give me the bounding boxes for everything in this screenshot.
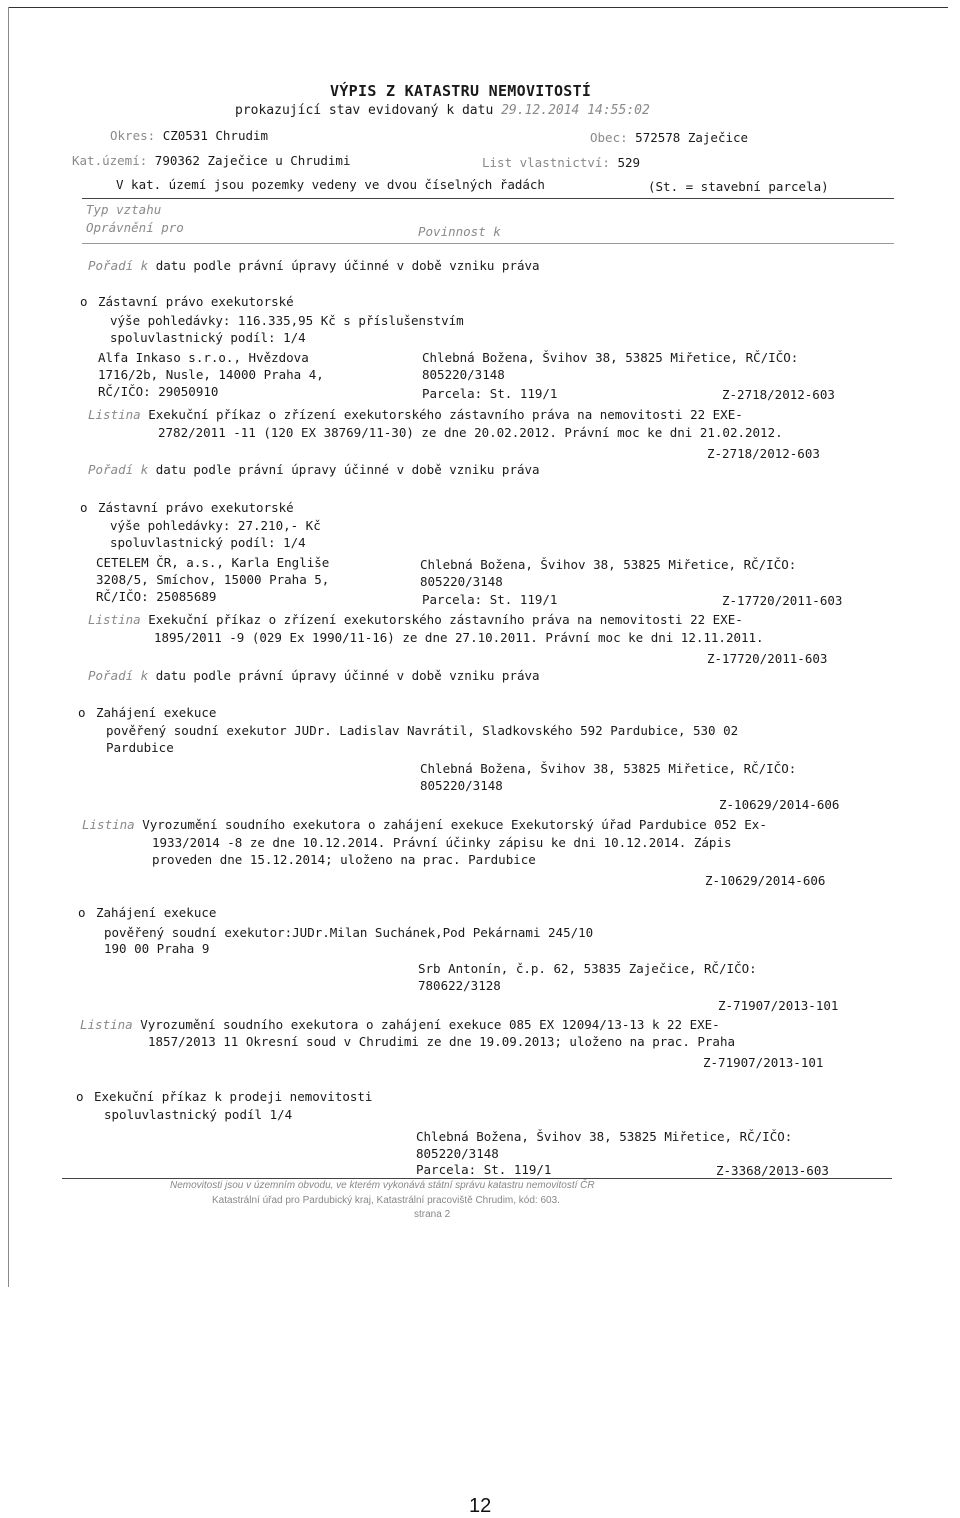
footer-jurisdiction: Nemovitosti jsou v územním obvodu, ve kterém vykonává státní správu katastru nemovitostí ČR	[170, 1180, 595, 1191]
left-frame-line	[8, 7, 9, 1287]
debtor-line: 780622/3128	[418, 978, 501, 993]
columns-divider	[82, 243, 894, 244]
entry-detail: spoluvlastnický podíl: 1/4	[110, 330, 306, 345]
entry-type: o Zahájení exekuce	[78, 705, 217, 720]
entry-detail: spoluvlastnický podíl: 1/4	[110, 535, 306, 550]
debtor-line: Srb Antonín, č.p. 62, 53835 Zaječice, RČ/IČO:	[418, 961, 757, 976]
entry-detail: 190 00 Praha 9	[104, 941, 210, 956]
footer-divider	[62, 1178, 892, 1179]
top-frame-line	[8, 7, 948, 8]
list-vlastnictvi-row: List vlastnictví: 529	[482, 155, 641, 170]
document-title: VÝPIS Z KATASTRU NEMOVITOSTÍ	[330, 82, 592, 100]
header-divider	[82, 198, 894, 199]
record-ref: Z-71907/2013-101	[718, 998, 839, 1013]
record-ref: Z-10629/2014-606	[705, 873, 826, 888]
record-ref: Z-71907/2013-101	[703, 1055, 824, 1070]
parcel-ref: Parcela: St. 119/1	[422, 386, 558, 401]
creditor-line: Alfa Inkaso s.r.o., Hvězdova	[98, 350, 309, 365]
entry-detail: spoluvlastnický podíl 1/4	[104, 1107, 293, 1122]
debtor-line: Chlebná Božena, Švihov 38, 53825 Miřetice, RČ/IČO:	[422, 350, 799, 365]
listina-line: 1857/2013 11 Okresní soud v Chrudimi ze dne 19.09.2013; uloženo na prac. Praha	[148, 1034, 735, 1049]
entry-type: o Zástavní právo exekutorské	[80, 294, 294, 309]
entry-detail: pověřený soudní exekutor JUDr. Ladislav Navrátil, Sladkovského 592 Pardubice, 530 02	[106, 723, 739, 738]
kat-uzemi-row: Kat.území: 790362 Zaječice u Chrudimi	[72, 153, 351, 168]
record-ref: Z-3368/2013-603	[716, 1163, 829, 1178]
parcel-ref: Parcela: St. 119/1	[422, 592, 558, 607]
entry-type: o Zahájení exekuce	[78, 905, 217, 920]
entry-detail: Pardubice	[106, 740, 174, 755]
page-number: 12	[469, 1495, 492, 1517]
creditor-line: CETELEM ČR, a.s., Karla Engliše	[96, 555, 330, 570]
entry-type: o Exekuční příkaz k prodeji nemovitosti	[76, 1089, 373, 1104]
listina-line: Listina Vyrozumění soudního exekutora o zahájení exekuce Exekutorský úřad Pardubice 052 Ex-	[82, 817, 767, 832]
listina-line: Listina Exekuční příkaz o zřízení exekutorského zástavního práva na nemovitosti 22 EXE-	[88, 612, 743, 627]
listina-line: 1895/2011 -9 (029 Ex 1990/11-16) ze dne 27.10.2011. Právní moc ke dni 12.11.2011.	[154, 630, 764, 645]
creditor-line: RČ/IČO: 29050910	[98, 384, 219, 399]
poradi-line: Pořadí k datu podle právní úpravy účinné v době vzniku práva	[88, 462, 540, 477]
entry-detail: pověřený soudní exekutor:JUDr.Milan Suchánek,Pod Pekárnami 245/10	[104, 925, 594, 940]
poradi-line: Pořadí k datu podle právní úpravy účinné v době vzniku práva	[88, 668, 540, 683]
parcel-series-note: V kat. území jsou pozemky vedeny ve dvou číselných řadách	[116, 177, 545, 192]
entry-detail: výše pohledávky: 116.335,95 Kč s příslušenstvím	[110, 313, 464, 328]
poradi-line: Pořadí k datu podle právní úpravy účinné v době vzniku práva	[88, 258, 540, 273]
debtor-line: Chlebná Božena, Švihov 38, 53825 Miřetice, RČ/IČO:	[420, 761, 797, 776]
listina-line: Listina Exekuční příkaz o zřízení exekutorského zástavního práva na nemovitosti 22 EXE-	[88, 407, 743, 422]
listina-line: Listina Vyrozumění soudního exekutora o zahájení exekuce 085 EX 12094/13-13 k 22 EXE-	[80, 1017, 720, 1032]
document-subtitle: prokazující stav evidovaný k datu 29.12.2014 14:55:02	[235, 103, 650, 118]
listina-line: 1933/2014 -8 ze dne 10.12.2014. Právní účinky zápisu ke dni 10.12.2014. Zápis	[152, 835, 732, 850]
creditor-line: 1716/2b, Nusle, 14000 Praha 4,	[98, 367, 324, 382]
parcel-legend-note: (St. = stavební parcela)	[648, 179, 829, 194]
listina-line: proveden dne 15.12.2014; uloženo na prac. Pardubice	[152, 852, 536, 867]
entry-detail: výše pohledávky: 27.210,- Kč	[110, 518, 321, 533]
obec-row: Obec: 572578 Zaječice	[590, 130, 749, 145]
debtor-line: 805220/3148	[416, 1146, 499, 1161]
footer-page-label: strana 2	[414, 1209, 451, 1220]
okres-row: Okres: CZ0531 Chrudim	[110, 128, 269, 143]
entry-type: o Zástavní právo exekutorské	[80, 500, 294, 515]
col-povinnost-k: Povinnost k	[418, 224, 501, 239]
debtor-line: Chlebná Božena, Švihov 38, 53825 Miřetice, RČ/IČO:	[420, 557, 797, 572]
subtitle-date: 29.12.2014 14:55:02	[501, 103, 650, 118]
creditor-line: RČ/IČO: 25085689	[96, 589, 217, 604]
col-opravneni-pro: Oprávnění pro	[86, 220, 184, 235]
debtor-line: 805220/3148	[420, 574, 503, 589]
footer-office: Katastrální úřad pro Pardubický kraj, Katastrální pracoviště Chrudim, kód: 603.	[212, 1195, 560, 1206]
debtor-line: 805220/3148	[422, 367, 505, 382]
col-typ-vztahu: Typ vztahu	[86, 202, 162, 217]
listina-line: 2782/2011 -11 (120 EX 38769/11-30) ze dne 20.02.2012. Právní moc ke dni 21.02.2012.	[158, 425, 783, 440]
record-ref: Z-2718/2012-603	[722, 387, 835, 402]
record-ref: Z-17720/2011-603	[722, 593, 843, 608]
record-ref: Z-17720/2011-603	[707, 651, 828, 666]
record-ref: Z-2718/2012-603	[707, 446, 820, 461]
record-ref: Z-10629/2014-606	[719, 797, 840, 812]
debtor-line: 805220/3148	[420, 778, 503, 793]
debtor-line: Chlebná Božena, Švihov 38, 53825 Miřetice, RČ/IČO:	[416, 1129, 793, 1144]
parcel-ref: Parcela: St. 119/1	[416, 1162, 552, 1177]
creditor-line: 3208/5, Smíchov, 15000 Praha 5,	[96, 572, 330, 587]
